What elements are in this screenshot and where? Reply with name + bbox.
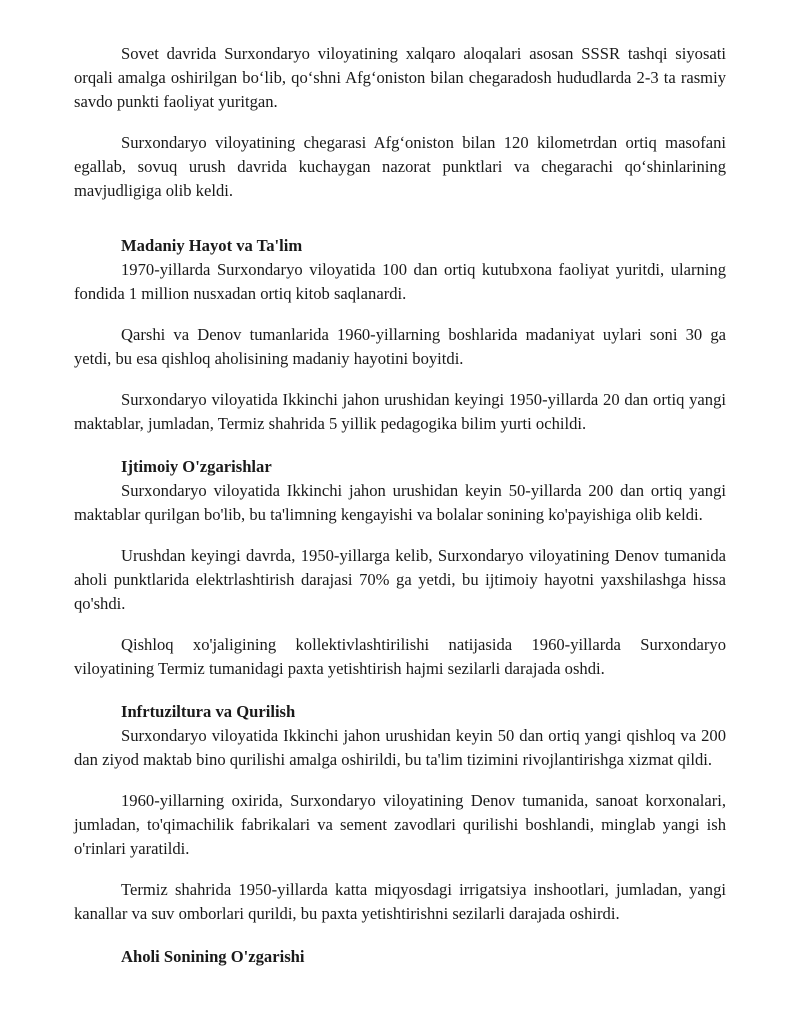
document-page [74, 0, 726, 969]
paragraph: 1970-yillarda Surxondaryo viloyatida 100 dan ortiq kutubxona faoliyat yuritdi, ularning fondida 1 million nusxadan ortiq kitob saqlanardi. [74, 260, 726, 303]
paragraph: Sovet davrida Surxondaryo viloyatining xalqaro aloqalari asosan SSSR tashqi siyosati orqali amalga oshirilgan bo‘lib, qo‘shni Afg‘oniston bilan chegaradosh hududlarda 2-3 ta rasmiy savdo punkti faoliyat yuritgan. [74, 44, 726, 111]
paragraph: Surxondaryo viloyatida Ikkinchi jahon urushidan keyin 50 dan ortiq yangi qishloq va 200 dan ziyod maktab bino qurilishi amalga oshirildi, bu ta'lim tizimini rivojlantirishga xizmat qildi. [74, 726, 726, 769]
paragraph: Urushdan keyingi davrda, 1950-yillarga kelib, Surxondaryo viloyatining Denov tumanida aholi punktlarida elektrlashtirish darajasi 70% ga yetdi, bu ijtimoiy hayotni yaxshilashga hissa qo'shdi. [74, 546, 726, 613]
paragraph: 1960-yillarning oxirida, Surxondaryo viloyatining Denov tumanida, sanoat korxonalari, jumladan, to'qimachilik fabrikalari va sement zavodlari qurilishi boshlandi, minglab yangi ish o'rinlari yaratildi. [74, 791, 726, 858]
paragraph: Termiz shahrida 1950-yillarda katta miqyosdagi irrigatsiya inshootlari, jumladan, yangi kanallar va suv omborlari qurildi, bu paxta yetishtirishni sezilarli darajada oshirdi. [74, 880, 726, 923]
section-heading: Infrtuziltura va Qurilish [121, 702, 296, 721]
section-heading: Aholi Sonining O'zgarishi [121, 947, 305, 966]
paragraph: Surxondaryo viloyatida Ikkinchi jahon urushidan keyingi 1950-yillarda 20 dan ortiq yangi maktablar, jumladan, Termiz shahrida 5 yillik pedagogika bilim yurti ochildi. [74, 390, 726, 433]
paragraph: Qarshi va Denov tumanlarida 1960-yillarning boshlarida madaniyat uylari soni 30 ga yetdi, bu esa qishloq aholisining madaniy hayotini boyitdi. [74, 325, 726, 368]
section-heading: Madaniy Hayot va Ta'lim [121, 236, 303, 255]
paragraph: Surxondaryo viloyatida Ikkinchi jahon urushidan keyin 50-yillarda 200 dan ortiq yangi maktablar qurilgan bo'lib, bu ta'limning kengayishi va bolalar sonining ko'payishiga olib keldi. [74, 481, 726, 524]
section-heading: Ijtimoiy O'zgarishlar [121, 457, 272, 476]
paragraph: Qishloq xo'jaligining kollektivlashtirilishi natijasida 1960-yillarda Surxondaryo viloyatining Termiz tumanidagi paxta yetishtirish hajmi sezilarli darajada oshdi. [74, 635, 726, 678]
paragraph: Surxondaryo viloyatining chegarasi Afg‘oniston bilan 120 kilometrdan ortiq masofani egallab, sovuq urush davrida kuchaygan nazorat punktlari va chegarachi qo‘shinlarining mavjudligiga olib keldi. [74, 133, 726, 200]
